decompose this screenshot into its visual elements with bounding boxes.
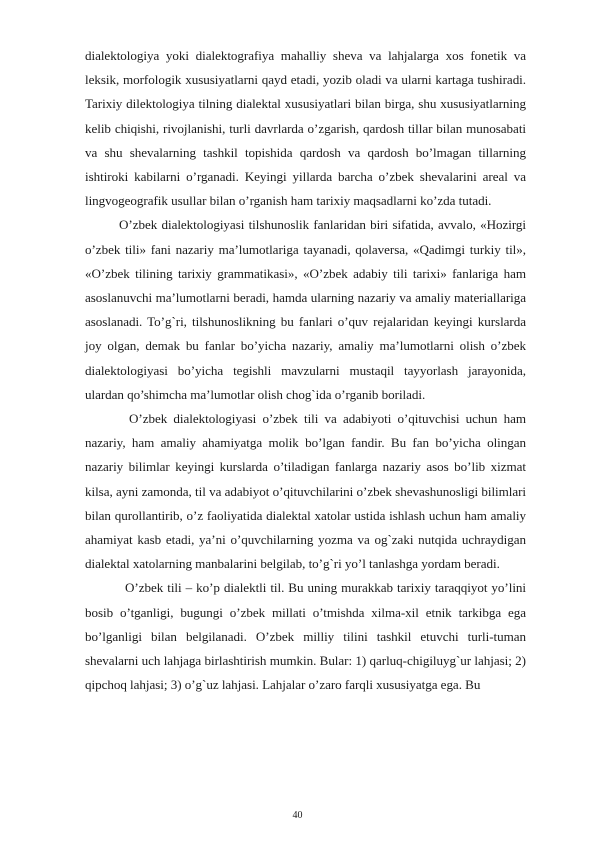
page-number: 40 <box>292 810 303 821</box>
paragraph-lahjalar: O’zbek tili – ko’p dialektli til. Bu uning murakkab tarixiy taraqqiyot yo’lini bosib o’tganligi, bugungi o’zbek millati o’tmishda xilma-xil etnik tarkibga ega bo’lganligi bilan belgilanadi. O’zbek milliy tilini tashkil etuvchi turli-tuman shevalarni uch lahjaga birlashtirish mumkin. Bular: 1) qarluq-chigiluyg`ur lahjasi; 2) qipchoq lahjasi; 3) o’g`uz lahjasi. Lahjalar o’zaro farqli xususiyatga ega. Bu <box>85 580 526 693</box>
paragraph-dialektologiya: dialektologiya yoki dialektografiya mahalliy sheva va lahjalarga xos fonetik va leksik, morfologik xususiyatlarni qayd etadi, yozib oladi va ularni kartaga tushiradi. Tarixiy dilektologiya tilning dialektal xususiyatlari bilan birga, shu xususiyatlarning kelib chiqishi, rivojlanishi, turli davrlarda o’zgarish, qardosh tillar bilan munosabati va shu shevalarning tashkil topishida qardosh va qardosh bo’lmagan tillarning ishtiroki kabilarni o’rganadi. Keyingi yillarda barcha o’zbek shevalarini areal va lingvogeografik usullar bilan o’rganish ham tarixiy maqsadlarni ko’zda tutadi. <box>85 48 526 209</box>
paragraph-ahamiyat: O’zbek dialektologiyasi o’zbek tili va adabiyoti o’qituvchisi uchun ham nazariy, ham amaliy ahamiyatga molik bo’lgan fandir. Bu fan bo’yicha olingan nazariy bilimlar keyingi kurslarda o’tiladigan fanlarga nazariy asos bo’lib xizmat kilsa, ayni zamonda, til va adabiyot o’qituvchilarini o’zbek shevashunosligi bilimlari bilan qurollantirib, o’z faoliyatida dialektal xatolar ustida ishlash uchun ham amaliy ahamiyat kasb etadi, ya’ni o’quvchilarning yozma va og`zaki nutqida uchraydigan dialektal xatolarning manbalarini belgilab, to’g`ri yo’l tanlashga yordam beradi. <box>85 411 526 572</box>
document-page <box>85 44 526 697</box>
paragraph-fanlar: O’zbek dialektologiyasi tilshunoslik fanlaridan biri sifatida, avvalo, «Hozirgi o’zbek tili» fani nazariy ma’lumotlariga tayanadi, qolaversa, «Qadimgi turkiy til», «O’zbek tilining tarixiy grammatikasi», «O’zbek adabiy tili tarixi» fanlariga ham asoslanuvchi ma’lumotlarni beradi, hamda ularning nazariy va amaliy materiallariga asoslanadi. To’g`ri, tilshunoslikning bu fanlari o’quv rejalaridan keyingi kurslarda joy olgan, demak bu fanlar bo’yicha nazariy, amaliy ma’lumotlarni olish o’zbek dialektologiyasi bo’yicha tegishli mavzularni mustaqil tayyorlash jarayonida, ulardan qo’shimcha ma’lumotlar olish chog`ida o’rganib boriladi. <box>85 217 526 402</box>
